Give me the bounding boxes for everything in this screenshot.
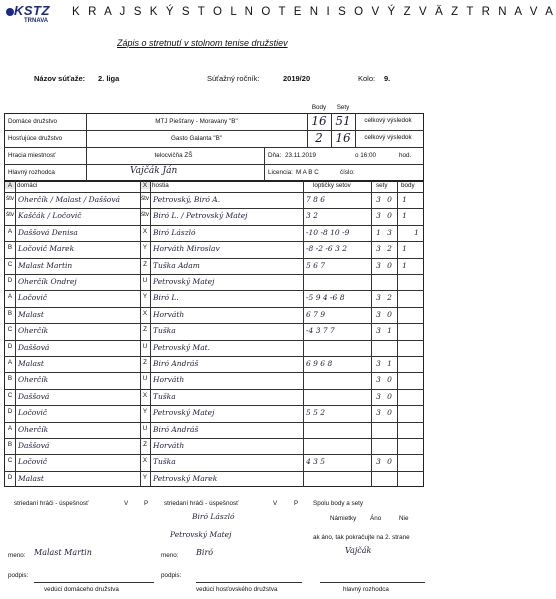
row-set-scores: -8 -2 -6 3 2 bbox=[306, 244, 347, 253]
round-label: Kolo: bbox=[358, 74, 376, 83]
row-sets-guest: 1 bbox=[387, 326, 392, 335]
row-set-scores: 7 8 6 bbox=[306, 195, 326, 204]
row-right-code: X bbox=[142, 392, 148, 399]
row-right-code: štv bbox=[140, 211, 150, 218]
row-home-player: Malast bbox=[18, 474, 44, 483]
time-unit: hod. bbox=[399, 152, 412, 159]
referee-caption: hlavný rozhodca bbox=[343, 586, 389, 593]
overall-result-label-2: celkový výsledok bbox=[364, 134, 412, 141]
row-sets-home: 1 bbox=[376, 228, 381, 237]
row-home-player: Malast Martin bbox=[18, 261, 73, 270]
competition-value: 2. liga bbox=[98, 74, 120, 83]
row-sets-guest: 0 bbox=[387, 408, 392, 417]
row-left-code: C bbox=[7, 261, 13, 268]
row-guest-player: Horváth bbox=[153, 310, 185, 319]
objections-no: Nie bbox=[399, 515, 409, 522]
date-value: 23.11.2019 bbox=[285, 152, 317, 159]
row-guest-player: Petrovský, Biró A. bbox=[153, 195, 221, 204]
row-right-code: Y bbox=[142, 408, 148, 415]
license-value: M A B C bbox=[296, 169, 319, 176]
row-home-player: Ločovič bbox=[18, 293, 48, 302]
home-team-points: 16 bbox=[311, 114, 327, 128]
row-divider bbox=[4, 356, 424, 357]
row-sets-guest: 0 bbox=[387, 195, 392, 204]
row-divider bbox=[4, 192, 424, 193]
guest-subs-p: P bbox=[294, 500, 299, 507]
row-divider bbox=[4, 405, 424, 406]
row-left-code: štv bbox=[5, 195, 15, 202]
venue-value: telocvičňa ZŠ bbox=[154, 152, 193, 159]
col-body-header: Body bbox=[311, 104, 327, 111]
row-guest-player: Petrovský Matej bbox=[153, 277, 215, 286]
row-points-home: 1 bbox=[402, 211, 407, 220]
objections-yes: Áno bbox=[370, 515, 382, 522]
row-set-scores: 3 2 bbox=[306, 211, 318, 220]
row-divider bbox=[4, 323, 424, 324]
row-guest-player: Horváth bbox=[153, 375, 185, 384]
row-divider bbox=[4, 454, 424, 455]
row-right-code: Z bbox=[143, 261, 147, 268]
row-set-scores: -4 3 7 7 bbox=[306, 326, 335, 335]
row-sets-home: 3 bbox=[376, 375, 381, 384]
row-left-code: B bbox=[7, 441, 13, 448]
date-label: Dňa: bbox=[268, 152, 282, 159]
guest-team-label: Hosťujúce družstvo bbox=[8, 135, 63, 142]
row-right-code: Z bbox=[143, 359, 147, 366]
home-subs-v: V bbox=[124, 500, 129, 507]
row-points-home: 1 bbox=[402, 195, 407, 204]
row-left-code: C bbox=[7, 392, 13, 399]
row-sets-home: 3 bbox=[376, 244, 381, 253]
row-points-guest: 1 bbox=[414, 228, 419, 237]
col-a-header: A bbox=[5, 182, 15, 189]
row-right-code: Y bbox=[142, 293, 148, 300]
row-guest-player: Tuška Adam bbox=[153, 261, 200, 270]
row-left-code: B bbox=[7, 375, 13, 382]
row-home-player: Oherčík bbox=[18, 326, 49, 335]
row-home-player: Ločovič bbox=[18, 408, 48, 417]
row-right-code: X bbox=[142, 310, 148, 317]
table-tennis-ball-icon bbox=[6, 8, 14, 16]
row-sets-home: 3 bbox=[376, 457, 381, 466]
row-home-player: Oherčík bbox=[18, 425, 49, 434]
row-sets-guest: 2 bbox=[387, 244, 392, 253]
row-divider bbox=[4, 208, 424, 209]
row-right-code: X bbox=[142, 457, 148, 464]
logo-main: KSTZ bbox=[14, 3, 50, 18]
home-subs-p: P bbox=[144, 500, 149, 507]
row-divider bbox=[4, 274, 424, 275]
row-sets-home: 3 bbox=[376, 211, 381, 220]
referee-value: Vajčák Ján bbox=[130, 166, 178, 176]
row-guest-player: Tuška bbox=[153, 326, 176, 335]
row-sets-home: 3 bbox=[376, 392, 381, 401]
row-divider bbox=[4, 340, 424, 341]
row-divider bbox=[4, 389, 424, 390]
row-divider bbox=[4, 438, 424, 439]
home-captain-caption: vedúci domáceho družstva bbox=[44, 586, 119, 593]
row-guest-player: Biró László bbox=[153, 228, 196, 237]
logo-sub: TRNAVA bbox=[24, 18, 49, 24]
row-left-code: D bbox=[7, 474, 13, 481]
home-subs-label: striedaní hráči - úspešnosť bbox=[14, 500, 89, 507]
row-sets-guest: 0 bbox=[387, 211, 392, 220]
row-sets-home: 3 bbox=[376, 293, 381, 302]
license-label: Licencia: bbox=[268, 169, 293, 176]
row-divider bbox=[4, 471, 424, 472]
row-right-code: Y bbox=[142, 474, 148, 481]
row-right-code: U bbox=[142, 277, 148, 284]
col-home-header: domáci bbox=[17, 182, 38, 189]
row-left-code: A bbox=[7, 228, 13, 235]
row-set-scores: 5 5 2 bbox=[306, 408, 326, 417]
row-divider bbox=[4, 372, 424, 373]
row-divider bbox=[4, 422, 424, 423]
row-sets-guest: 0 bbox=[387, 457, 392, 466]
row-points-home: 1 bbox=[402, 244, 407, 253]
guest-team-points: 2 bbox=[315, 131, 323, 145]
row-left-code: C bbox=[7, 457, 13, 464]
row-right-code: U bbox=[142, 343, 148, 350]
guest-subs-v: V bbox=[273, 500, 278, 507]
row-left-code: B bbox=[7, 244, 13, 251]
row-sets-guest: 0 bbox=[387, 375, 392, 384]
row-sets-guest: 0 bbox=[387, 310, 392, 319]
row-guest-player: Biró Andráš bbox=[153, 425, 199, 434]
row-left-code: A bbox=[7, 293, 13, 300]
row-left-code: A bbox=[7, 359, 13, 366]
col-x-header: X bbox=[140, 182, 150, 189]
row-sets-home: 3 bbox=[376, 408, 381, 417]
row-guest-player: Petrovský Matej bbox=[153, 408, 215, 417]
row-sets-home: 3 bbox=[376, 261, 381, 270]
home-team-label: Domáce družstvo bbox=[8, 118, 57, 125]
guest-name-label: meno: bbox=[161, 552, 179, 559]
page-subtitle: Zápis o stretnutí v stolnom tenise družstiev bbox=[117, 38, 288, 48]
row-points-home: 1 bbox=[402, 261, 407, 270]
row-right-code: X bbox=[142, 228, 148, 235]
row-divider bbox=[4, 241, 424, 242]
col-sety-header: Sety bbox=[336, 104, 350, 111]
total-label: Spolu body a sety bbox=[313, 500, 364, 507]
guest-sub-2: Petrovský Matej bbox=[170, 530, 232, 539]
row-right-code: U bbox=[142, 425, 148, 432]
guest-team-name: Gasto Galanta "B" bbox=[170, 135, 223, 142]
row-guest-player: Tuška bbox=[153, 457, 176, 466]
referee-label: Hlavný rozhodca bbox=[8, 169, 55, 176]
row-sets-guest: 0 bbox=[387, 261, 392, 270]
row-guest-player: Petrovský Marek bbox=[153, 474, 218, 483]
row-divider bbox=[4, 290, 424, 291]
row-set-scores: -5 9 4 -6 8 bbox=[306, 293, 345, 302]
col-guest-header: hostia bbox=[152, 182, 169, 189]
overall-result-label: celkový výsledok bbox=[364, 117, 412, 124]
guest-captain-caption: vedúci hosťovského družstva bbox=[196, 586, 278, 593]
round-value: 9. bbox=[384, 74, 391, 83]
time-value: o 16:00 bbox=[355, 152, 377, 159]
row-divider bbox=[4, 307, 424, 308]
row-guest-player: Horváth Miroslav bbox=[153, 244, 220, 253]
row-set-scores: 4 3 5 bbox=[306, 457, 326, 466]
row-left-code: D bbox=[7, 343, 13, 350]
guest-team-sets: 16 bbox=[335, 131, 351, 145]
row-divider bbox=[4, 258, 424, 259]
row-left-code: B bbox=[7, 310, 13, 317]
row-guest-player: Biró L. / Petrovský Matej bbox=[153, 211, 248, 220]
row-right-code: Z bbox=[143, 326, 147, 333]
row-home-player: Oherčík Ondrej bbox=[18, 277, 77, 286]
row-home-player: Kaščák / Ločovič bbox=[18, 211, 82, 220]
row-set-scores: 6 7 9 bbox=[306, 310, 326, 319]
row-sets-home: 3 bbox=[376, 195, 381, 204]
home-team-name: MTJ Piešťany - Moravany "B" bbox=[155, 118, 238, 125]
home-captain-name: Malast Martin bbox=[34, 548, 92, 557]
objections-label: Námietky bbox=[330, 515, 357, 522]
row-left-code: C bbox=[7, 326, 13, 333]
referee-signature-name: Vajčák bbox=[345, 546, 372, 555]
row-sets-home: 3 bbox=[376, 359, 381, 368]
row-home-player: Daššová bbox=[18, 441, 50, 450]
row-right-code: štv bbox=[140, 195, 150, 202]
guest-sign-label: podpis: bbox=[161, 572, 182, 579]
competition-label: Názov súťaže: bbox=[34, 74, 86, 83]
row-right-code: Y bbox=[142, 244, 148, 251]
home-name-label: meno: bbox=[8, 552, 26, 559]
guest-subs-label: striedaní hráči - úspešnosť bbox=[164, 500, 239, 507]
org-title: K R A J S K Ý S T O L N O T E N I S O V Ý Z V Ä Z T R N A V A bbox=[72, 6, 556, 18]
row-home-player: Ločovič bbox=[18, 457, 48, 466]
row-left-code: D bbox=[7, 408, 13, 415]
guest-captain-name: Biró bbox=[196, 548, 214, 557]
row-set-scores: 6 9 6 8 bbox=[306, 359, 333, 368]
home-team-sets: 51 bbox=[335, 114, 351, 128]
row-right-code: Z bbox=[143, 441, 147, 448]
row-home-player: Ločovič Marek bbox=[18, 244, 75, 253]
row-home-player: Daššová bbox=[18, 343, 50, 352]
row-home-player: Oherčík / Malast / Daššová bbox=[18, 195, 121, 204]
row-guest-player: Biró Andráš bbox=[153, 359, 199, 368]
row-sets-guest: 1 bbox=[387, 359, 392, 368]
row-divider bbox=[4, 225, 424, 226]
row-right-code: U bbox=[142, 375, 148, 382]
col-sety-header-table: sety bbox=[376, 182, 388, 189]
row-home-player: Malast bbox=[18, 310, 44, 319]
venue-label: Hracia miestnosť bbox=[8, 152, 56, 159]
row-left-code: A bbox=[7, 425, 13, 432]
home-sign-label: podpis: bbox=[8, 572, 29, 579]
row-guest-player: Biró L. bbox=[153, 293, 179, 302]
row-guest-player: Horváth bbox=[153, 441, 185, 450]
row-left-code: D bbox=[7, 277, 13, 284]
row-home-player: Daššová bbox=[18, 392, 50, 401]
row-guest-player: Petrovský Mat. bbox=[153, 343, 211, 352]
season-value: 2019/20 bbox=[283, 74, 311, 83]
row-sets-home: 3 bbox=[376, 310, 381, 319]
row-sets-guest: 3 bbox=[387, 228, 392, 237]
number-label: číslo: bbox=[340, 169, 355, 176]
guest-sub-1: Biró László bbox=[192, 512, 235, 521]
row-set-scores: 5 6 7 bbox=[306, 261, 326, 270]
row-sets-guest: 2 bbox=[387, 293, 392, 302]
row-sets-guest: 0 bbox=[387, 392, 392, 401]
row-sets-home: 3 bbox=[376, 326, 381, 335]
row-home-player: Malast bbox=[18, 359, 44, 368]
row-set-scores: -10 -8 10 -9 bbox=[306, 228, 350, 237]
row-home-player: Daššová Denisa bbox=[18, 228, 78, 237]
row-guest-player: Tuška bbox=[153, 392, 176, 401]
col-body-header-table: body bbox=[401, 182, 415, 189]
continue-note: ak áno, tak pokračujte na 2. strane bbox=[313, 534, 410, 541]
col-sets-scores-header: loptičky setov bbox=[313, 182, 351, 189]
row-left-code: štv bbox=[5, 211, 15, 218]
row-home-player: Oherčík bbox=[18, 375, 49, 384]
season-label: Súťažný ročník: bbox=[207, 74, 260, 83]
